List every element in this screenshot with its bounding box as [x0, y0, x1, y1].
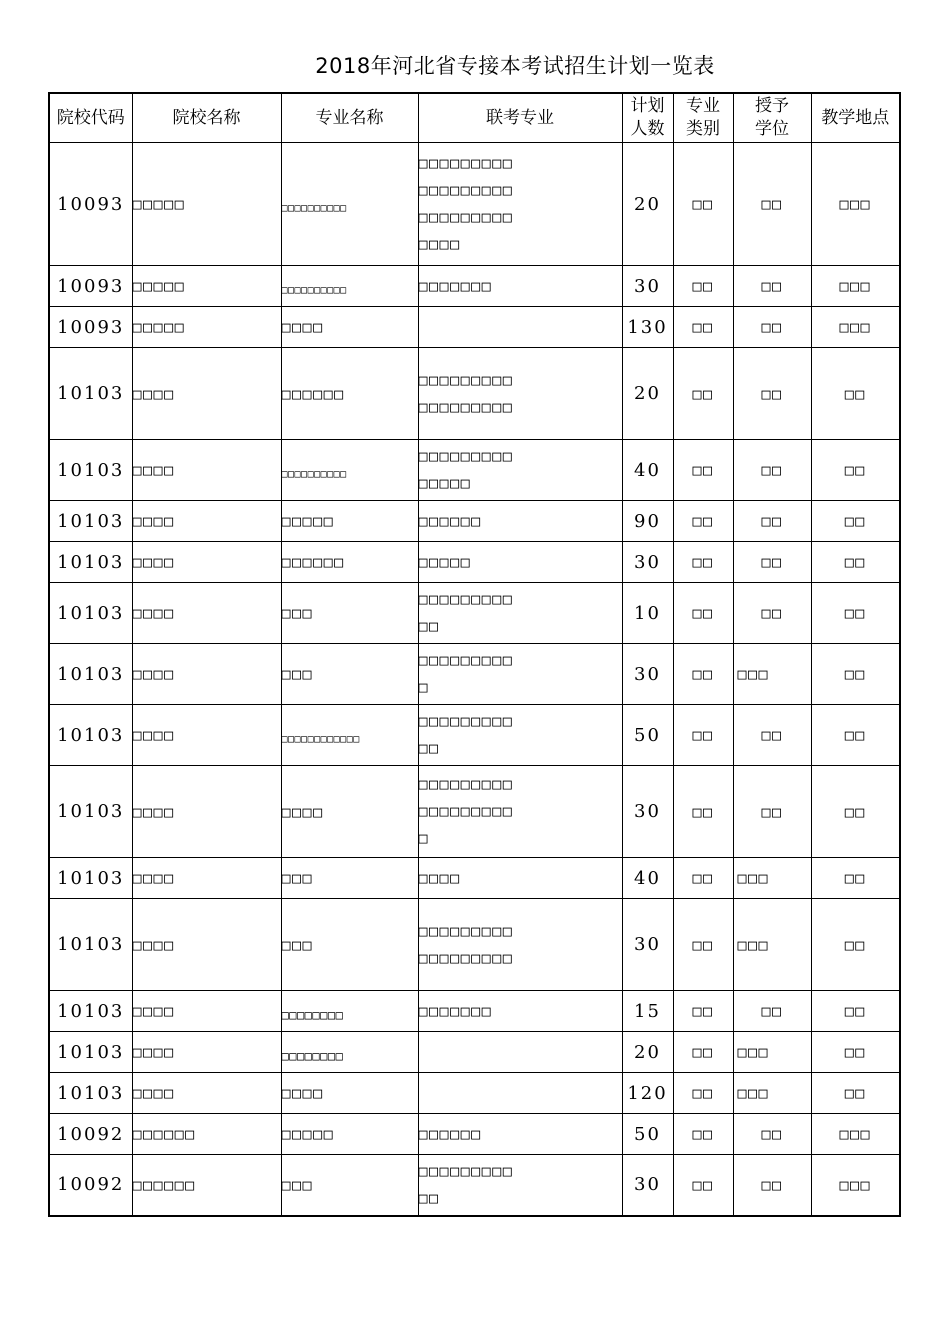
- school-name-cell: □□□□: [132, 501, 281, 542]
- joint-major-cell: [418, 501, 622, 542]
- table-row: [49, 991, 900, 1032]
- joint-major-cell: [418, 1155, 622, 1216]
- joint-major-text: □□□□□□□□□□□□□□□□□□□□□□□□□□□□□□□: [418, 154, 514, 253]
- major-type-cell: □□: [673, 1073, 733, 1114]
- major-type-cell: □□: [673, 705, 733, 766]
- school-name-cell: □□□□: [132, 991, 281, 1032]
- header-major-name: 专业名称: [281, 93, 418, 143]
- school-name-cell: □□□□□: [132, 143, 281, 266]
- degree-cell: □□□: [733, 1032, 811, 1073]
- school-name-cell: □□□□□: [132, 307, 281, 348]
- joint-major-text: □□□□: [418, 868, 461, 887]
- degree-cell: □□: [733, 542, 811, 583]
- table-row: [49, 583, 900, 644]
- degree-cell: □□□: [733, 858, 811, 899]
- degree-cell: □□□: [733, 1073, 811, 1114]
- major-name-cell: □□□: [281, 644, 418, 705]
- major-type-cell: □□: [673, 899, 733, 991]
- teaching-place-cell: □□: [811, 542, 900, 583]
- joint-major-cell: [418, 858, 622, 899]
- joint-major-text: □□□□□□: [418, 1124, 482, 1143]
- page-title: 2018年河北省专接本考试招生计划一览表: [315, 54, 715, 78]
- school-name-cell: □□□□: [132, 858, 281, 899]
- school-name-cell: □□□□□□: [132, 1155, 281, 1216]
- joint-major-cell: [418, 542, 622, 583]
- joint-major-text: □□□□□□□□□□□: [418, 1161, 514, 1207]
- table-row: [49, 307, 900, 348]
- degree-cell: □□: [733, 705, 811, 766]
- table-row: [49, 440, 900, 501]
- joint-major-cell: [418, 583, 622, 644]
- plan-count-cell: 20: [622, 348, 673, 440]
- header-degree-line-2: 学位: [755, 119, 789, 139]
- school-name-cell: □□□□: [132, 440, 281, 501]
- teaching-place-cell: □□: [811, 705, 900, 766]
- table-row: [49, 501, 900, 542]
- major-type-cell: □□: [673, 440, 733, 501]
- school-name-cell: □□□□□: [132, 266, 281, 307]
- teaching-place-cell: □□□: [811, 143, 900, 266]
- plan-count-cell: 40: [622, 440, 673, 501]
- degree-cell: □□: [733, 583, 811, 644]
- major-type-cell: □□: [673, 1032, 733, 1073]
- plan-count-cell: 20: [622, 143, 673, 266]
- teaching-place-cell: □□: [811, 644, 900, 705]
- major-name-cell: □□□□: [281, 766, 418, 858]
- joint-major-text: □□□□□□□□□□□□□□□□□□: [418, 921, 514, 967]
- major-type-cell: □□: [673, 1114, 733, 1155]
- major-name-cell: □□□□: [281, 307, 418, 348]
- plan-count-cell: 90: [622, 501, 673, 542]
- degree-cell: □□: [733, 1155, 811, 1216]
- major-name-cell: □□□□□□: [281, 348, 418, 440]
- degree-cell: □□: [733, 143, 811, 266]
- joint-major-text: □□□□□: [418, 552, 472, 571]
- table-row: [49, 542, 900, 583]
- major-type-cell: □□: [673, 307, 733, 348]
- school-code-cell: 10092: [49, 1114, 132, 1155]
- major-type-cell: □□: [673, 348, 733, 440]
- plan-count-cell: 30: [622, 266, 673, 307]
- school-code-cell: 10103: [49, 991, 132, 1032]
- joint-major-cell: [418, 307, 622, 348]
- header-plan-line-1: 计划: [630, 96, 665, 116]
- school-name-cell: □□□□: [132, 348, 281, 440]
- table-row: [49, 266, 900, 307]
- joint-major-cell: [418, 1073, 622, 1114]
- degree-cell: □□: [733, 307, 811, 348]
- degree-cell: □□: [733, 991, 811, 1032]
- header-type-line-2: 类别: [686, 119, 720, 139]
- major-type-cell: □□: [673, 583, 733, 644]
- school-code-cell: 10103: [49, 644, 132, 705]
- table-row: [49, 1073, 900, 1114]
- teaching-place-cell: □□: [811, 348, 900, 440]
- teaching-place-cell: □□□: [811, 266, 900, 307]
- table-row: [49, 348, 900, 440]
- school-code-cell: 10103: [49, 501, 132, 542]
- teaching-place-cell: □□: [811, 899, 900, 991]
- school-name-cell: □□□□: [132, 644, 281, 705]
- school-code-cell: 10103: [49, 583, 132, 644]
- plan-count-cell: 10: [622, 583, 673, 644]
- teaching-place-cell: □□□: [811, 1155, 900, 1216]
- table-row: [49, 766, 900, 858]
- joint-major-text: □□□□□□□: [418, 1001, 493, 1020]
- school-code-cell: 10103: [49, 858, 132, 899]
- joint-major-text: □□□□□□□□□□□□□□□□□□: [418, 370, 514, 416]
- school-name-cell: □□□□: [132, 899, 281, 991]
- enrollment-plan-table: [48, 92, 901, 1217]
- table-row: [49, 705, 900, 766]
- major-type-cell: □□: [673, 1155, 733, 1216]
- major-name-cell: □□□□□□□□□□: [281, 440, 418, 501]
- header-plan-count: [622, 93, 673, 143]
- school-code-cell: 10103: [49, 440, 132, 501]
- degree-cell: □□: [733, 348, 811, 440]
- joint-major-text: □□□□□□□: [418, 276, 493, 295]
- major-name-cell: □□□□□□: [281, 542, 418, 583]
- joint-major-cell: [418, 143, 622, 266]
- joint-major-cell: [418, 899, 622, 991]
- school-code-cell: 10103: [49, 348, 132, 440]
- school-code-cell: 10103: [49, 1032, 132, 1073]
- joint-major-text: □□□□□□: [418, 511, 482, 530]
- degree-cell: □□□: [733, 644, 811, 705]
- joint-major-cell: [418, 705, 622, 766]
- school-code-cell: 10103: [49, 899, 132, 991]
- plan-count-cell: 50: [622, 705, 673, 766]
- joint-major-cell: [418, 644, 622, 705]
- table-row: [49, 644, 900, 705]
- joint-major-text: □□□□□□□□□□□: [418, 712, 514, 757]
- header-school-code: 院校代码: [49, 93, 132, 143]
- plan-count-cell: 30: [622, 766, 673, 858]
- table-row: [49, 1155, 900, 1216]
- header-school-name: 院校名称: [132, 93, 281, 143]
- plan-count-cell: 30: [622, 1155, 673, 1216]
- table-row: [49, 143, 900, 266]
- teaching-place-cell: □□: [811, 583, 900, 644]
- plan-count-cell: 130: [622, 307, 673, 348]
- school-name-cell: □□□□: [132, 705, 281, 766]
- major-type-cell: □□: [673, 644, 733, 705]
- school-name-cell: □□□□: [132, 1032, 281, 1073]
- teaching-place-cell: □□: [811, 1032, 900, 1073]
- table-header-row: [49, 93, 900, 143]
- major-name-cell: □□□: [281, 858, 418, 899]
- major-name-cell: □□□□□: [281, 1114, 418, 1155]
- joint-major-text: □□□□□□□□□□□□□□: [418, 447, 514, 492]
- school-code-cell: 10093: [49, 307, 132, 348]
- school-name-cell: □□□□: [132, 1073, 281, 1114]
- joint-major-text: □□□□□□□□□□□□□□□□□□□: [418, 775, 514, 847]
- header-major-type: [673, 93, 733, 143]
- school-name-cell: □□□□: [132, 542, 281, 583]
- joint-major-cell: [418, 440, 622, 501]
- joint-major-text: □□□□□□□□□□□: [418, 590, 514, 635]
- plan-count-cell: 120: [622, 1073, 673, 1114]
- joint-major-cell: [418, 266, 622, 307]
- plan-count-cell: 30: [622, 644, 673, 705]
- major-name-cell: □□□□□□□□: [281, 991, 418, 1032]
- table-row: [49, 899, 900, 991]
- school-code-cell: 10103: [49, 766, 132, 858]
- header-type-line-1: 专业: [686, 96, 720, 116]
- teaching-place-cell: □□□: [811, 307, 900, 348]
- major-name-cell: □□□: [281, 1155, 418, 1216]
- school-code-cell: 10103: [49, 1073, 132, 1114]
- plan-count-cell: 20: [622, 1032, 673, 1073]
- major-name-cell: □□□□: [281, 1073, 418, 1114]
- major-name-cell: □□□□□□□□□□: [281, 266, 418, 307]
- major-name-cell: □□□□□□□□□□: [281, 143, 418, 266]
- joint-major-cell: [418, 1114, 622, 1155]
- major-type-cell: □□: [673, 542, 733, 583]
- plan-count-cell: 40: [622, 858, 673, 899]
- joint-major-cell: [418, 1032, 622, 1073]
- plan-count-cell: 30: [622, 899, 673, 991]
- teaching-place-cell: □□: [811, 991, 900, 1032]
- degree-cell: □□: [733, 1114, 811, 1155]
- school-code-cell: 10093: [49, 143, 132, 266]
- teaching-place-cell: □□□: [811, 1114, 900, 1155]
- table-row: [49, 858, 900, 899]
- major-name-cell: □□□: [281, 583, 418, 644]
- header-joint-major: 联考专业: [418, 93, 622, 143]
- teaching-place-cell: □□: [811, 440, 900, 501]
- header-plan-line-2: 人数: [630, 119, 665, 139]
- degree-cell: □□: [733, 766, 811, 858]
- header-teaching-place: 教学地点: [811, 93, 900, 143]
- major-type-cell: □□: [673, 858, 733, 899]
- major-type-cell: □□: [673, 766, 733, 858]
- plan-count-cell: 50: [622, 1114, 673, 1155]
- degree-cell: □□: [733, 440, 811, 501]
- joint-major-cell: [418, 991, 622, 1032]
- school-name-cell: □□□□: [132, 766, 281, 858]
- header-degree-line-1: 授予: [755, 96, 789, 116]
- degree-cell: □□: [733, 266, 811, 307]
- table-row: [49, 1114, 900, 1155]
- school-name-cell: □□□□: [132, 583, 281, 644]
- major-type-cell: □□: [673, 991, 733, 1032]
- degree-cell: □□: [733, 501, 811, 542]
- school-code-cell: 10092: [49, 1155, 132, 1216]
- teaching-place-cell: □□: [811, 858, 900, 899]
- major-name-cell: □□□□□□□□□□□□: [281, 705, 418, 766]
- major-name-cell: □□□□□□□□: [281, 1032, 418, 1073]
- major-type-cell: □□: [673, 501, 733, 542]
- plan-count-cell: 30: [622, 542, 673, 583]
- teaching-place-cell: □□: [811, 1073, 900, 1114]
- joint-major-cell: [418, 348, 622, 440]
- table-row: [49, 1032, 900, 1073]
- major-type-cell: □□: [673, 143, 733, 266]
- major-name-cell: □□□: [281, 899, 418, 991]
- school-code-cell: 10103: [49, 542, 132, 583]
- school-code-cell: 10093: [49, 266, 132, 307]
- school-code-cell: 10103: [49, 705, 132, 766]
- teaching-place-cell: □□: [811, 766, 900, 858]
- major-type-cell: □□: [673, 266, 733, 307]
- joint-major-text: □□□□□□□□□□: [418, 651, 514, 696]
- major-name-cell: □□□□□: [281, 501, 418, 542]
- school-name-cell: □□□□□□: [132, 1114, 281, 1155]
- plan-count-cell: 15: [622, 991, 673, 1032]
- teaching-place-cell: □□: [811, 501, 900, 542]
- header-degree: [733, 93, 811, 143]
- joint-major-cell: [418, 766, 622, 858]
- degree-cell: □□□: [733, 899, 811, 991]
